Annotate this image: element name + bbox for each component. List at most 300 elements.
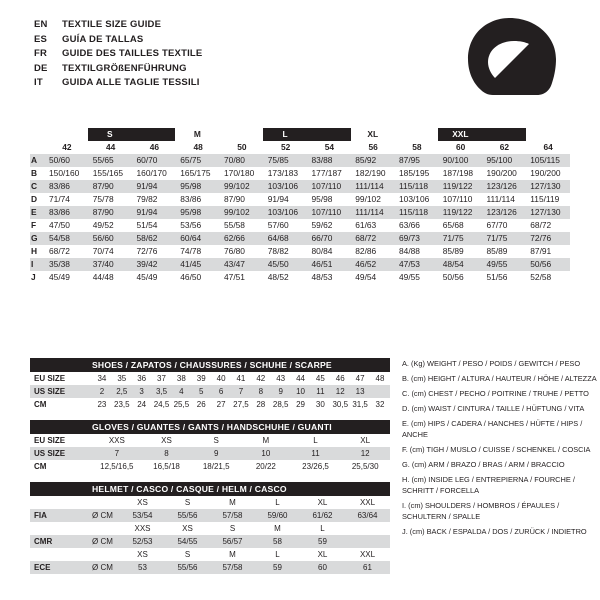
table-cell: 51/54	[136, 220, 158, 230]
table-cell: 49/55	[486, 259, 508, 269]
table-cell: 58	[273, 537, 282, 546]
table-cell: 61	[363, 563, 372, 572]
table-cell: 16,5/18	[153, 462, 180, 471]
table-row	[30, 496, 390, 509]
table-cell: 190/200	[486, 168, 517, 178]
row-label: A	[30, 154, 45, 167]
language-row	[34, 76, 202, 91]
numeric-cell: 42	[62, 142, 72, 152]
table-cell: 91/94	[267, 194, 289, 204]
row-label: CM	[34, 462, 47, 471]
table-cell: 103/106	[267, 207, 299, 217]
table-row	[30, 561, 390, 574]
language-code: FR	[34, 48, 48, 60]
row-label: US SIZE	[34, 449, 66, 458]
table-cell: L	[275, 550, 280, 559]
table-cell: 36	[137, 374, 147, 383]
table-cell: XXL	[359, 550, 376, 559]
table-cell: 79/82	[136, 194, 158, 204]
table-row	[30, 180, 570, 193]
section-spacer	[30, 473, 390, 482]
table-cell: 155/165	[92, 168, 124, 178]
legend-item: F. (cm) TIGH / MUSLO / CUISSE / SCHENKEL / COSCIA	[402, 444, 591, 454]
letter-cell: XXL	[438, 128, 482, 141]
table-cell: 9	[213, 449, 219, 458]
table-cell: 60/70	[136, 155, 158, 165]
table-cell: 55/58	[224, 220, 245, 230]
table-cell: 95/98	[311, 194, 333, 204]
table-cell: 47/51	[224, 272, 245, 282]
table-cell: 56/60	[92, 233, 114, 243]
row-values	[120, 524, 390, 533]
table-row	[30, 398, 390, 411]
table-row	[30, 232, 570, 245]
table-cell: 127/130	[530, 181, 561, 191]
row-label: G	[30, 232, 45, 245]
table-cell: 11	[311, 449, 320, 458]
table-cell: 23/26,5	[302, 462, 329, 471]
table-cell: XS	[137, 498, 148, 507]
table-cell: 4	[179, 387, 184, 396]
table-cell: 70/74	[92, 246, 114, 256]
table-cell: 84/88	[399, 246, 420, 256]
table-row	[30, 372, 390, 385]
table-cell: 47/53	[399, 259, 420, 269]
language-text: TEXTILE SIZE GUIDE	[62, 19, 162, 30]
row-label: EU SIZE	[34, 374, 66, 383]
language-code: ES	[34, 33, 48, 45]
table-row	[30, 447, 390, 460]
table-cell: 30	[315, 400, 325, 409]
table-cell: 50/56	[442, 272, 464, 282]
legend-item: H. (cm) INSIDE LEG / ENTREPIERNA / FOURCHE / SCHRITT / FORCELLA	[402, 474, 575, 496]
language-code: EN	[34, 19, 48, 30]
table-cell: 75/78	[92, 194, 114, 204]
letter-cell	[132, 128, 176, 141]
letter-cell	[219, 128, 263, 141]
row-unit: Ø CM	[92, 563, 113, 572]
section-title: SHOES / ZAPATOS / CHAUSSURES / SCHUHE / SCARPE	[30, 358, 390, 372]
table-cell: 83/86	[180, 194, 202, 204]
numeric-cell: 52	[280, 142, 291, 152]
row-label: D	[31, 194, 38, 204]
table-cell	[345, 524, 390, 533]
table-cell: 160/170	[136, 168, 167, 178]
table-cell: 27	[216, 400, 226, 409]
table-cell: 20/22	[255, 462, 276, 471]
table-cell: 38	[176, 374, 186, 383]
letter-cell	[395, 128, 439, 141]
table-cell	[345, 537, 390, 546]
row-unit: Ø CM	[92, 537, 113, 546]
table-row	[30, 271, 570, 284]
letter-cell: S	[88, 128, 132, 141]
table-cell: S	[213, 436, 219, 445]
table-cell: 87/90	[92, 207, 114, 217]
table-cell: 55/56	[177, 563, 198, 572]
row-label: FIA	[34, 511, 47, 520]
row-label: I	[30, 258, 45, 271]
table-cell: 85/89	[486, 246, 508, 256]
table-cell: 82/86	[355, 246, 377, 256]
table-cell: 83/88	[311, 155, 333, 165]
section-title: HELMET / CASCO / CASQUE / HELM / CASCO	[30, 482, 390, 496]
row-label: F	[31, 220, 37, 230]
table-cell: 68/72	[355, 233, 377, 243]
letter-cell	[482, 128, 526, 141]
table-row	[30, 167, 570, 180]
table-cell	[370, 387, 390, 396]
table-cell: XXS	[134, 524, 151, 533]
language-text: GUIDE DES TAILLES TEXTILE	[62, 48, 203, 60]
table-cell: 107/110	[442, 194, 473, 204]
row-label: US SIZE	[34, 387, 66, 396]
table-cell: M	[274, 524, 281, 533]
row-label: CMR	[34, 537, 53, 546]
legend-item: C. (cm) CHEST / PECHO / POITRINE / TRUHE / PETTO	[402, 388, 589, 398]
table-cell: 59/60	[267, 511, 288, 520]
table-cell: XS	[161, 436, 172, 445]
row-values	[92, 374, 390, 383]
table-cell: 42	[256, 374, 266, 383]
table-cell: 37	[157, 374, 166, 383]
table-cell: 78/82	[267, 246, 289, 256]
table-row	[30, 509, 390, 522]
numeric-cell: 62	[499, 142, 510, 152]
table-row	[30, 219, 570, 232]
table-cell: 28,5	[272, 400, 289, 409]
table-cell: 85/92	[355, 155, 377, 165]
table-cell: XL	[317, 498, 328, 507]
table-cell: 13	[355, 387, 365, 396]
row-label: J	[31, 272, 36, 282]
table-cell: 83/86	[49, 181, 70, 191]
table-cell: 7	[238, 387, 244, 396]
table-cell: 48/54	[442, 259, 464, 269]
language-text: TEXTILGRÖßENFÜHRUNG	[62, 62, 187, 74]
table-cell: 59/62	[311, 220, 333, 230]
table-cell: 41	[236, 374, 246, 383]
table-cell: 53/54	[132, 511, 153, 520]
table-cell: 72/76	[530, 233, 552, 243]
table-cell: 26	[196, 400, 206, 409]
table-cell: 39/42	[136, 259, 158, 269]
row-values	[92, 449, 390, 458]
table-cell: 5	[199, 387, 204, 396]
table-cell: 87/90	[224, 194, 245, 204]
table-cell: 51/56	[486, 272, 508, 282]
table-cell: 48/52	[267, 272, 289, 282]
table-cell: 66/70	[311, 233, 333, 243]
table-cell: 52/58	[530, 272, 552, 282]
table-cell: 185/195	[399, 168, 430, 178]
table-cell: 9	[278, 387, 283, 396]
table-cell: 25,5/30	[351, 462, 379, 471]
table-cell: XS	[137, 550, 148, 559]
numeric-cell: 56	[368, 142, 378, 152]
table-cell: 76/80	[224, 246, 245, 256]
table-cell: 28	[256, 400, 266, 409]
table-row	[30, 522, 390, 535]
table-row	[30, 245, 570, 258]
table-cell: 75/85	[267, 155, 289, 165]
language-code: IT	[34, 77, 43, 89]
row-values	[120, 550, 390, 559]
table-cell: 45/49	[136, 272, 158, 282]
table-cell: 170/180	[224, 168, 255, 178]
measurement-sections	[30, 358, 390, 574]
table-cell: 127/130	[530, 207, 561, 217]
table-cell: 58/62	[136, 233, 158, 243]
table-cell: 83/86	[49, 207, 70, 217]
language-list	[34, 18, 202, 91]
row-label: CM	[34, 400, 47, 409]
table-cell: 12	[360, 449, 370, 458]
table-cell: 53	[138, 563, 147, 572]
table-cell: 47/50	[49, 220, 70, 230]
table-cell: 23	[97, 400, 107, 409]
table-cell: 2,5	[116, 387, 128, 396]
table-cell: 46	[335, 374, 345, 383]
table-cell: 54/55	[177, 537, 198, 546]
legend-item: J. (cm) BACK / ESPALDA / DOS / ZURÜCK / INDIETRO	[402, 527, 587, 537]
size-table-numeric-header	[30, 141, 570, 154]
table-cell: 55/65	[92, 155, 114, 165]
table-cell: 23,5	[114, 400, 130, 409]
table-cell: 173/183	[267, 168, 299, 178]
table-cell: 3	[139, 387, 144, 396]
table-cell: 56/57	[222, 537, 243, 546]
row-values	[92, 387, 390, 396]
table-cell: 3,5	[155, 387, 168, 396]
table-cell: 10	[261, 449, 271, 458]
table-cell: M	[229, 498, 236, 507]
numeric-cell: 46	[149, 142, 160, 152]
letter-cell	[526, 128, 570, 141]
table-cell: 90/100	[442, 155, 469, 165]
legend-item: D. (cm) WAIST / CINTURA / TAILLE / HÜFTUNG / VITA	[402, 403, 585, 413]
table-cell: 50/60	[49, 155, 70, 165]
table-cell: 60	[318, 563, 327, 572]
table-cell: 115/119	[530, 194, 560, 204]
table-cell: 40	[216, 374, 226, 383]
table-cell: 32	[375, 400, 385, 409]
legend-item: B. (cm) HEIGHT / ALTURA / HAUTEUR / HÖHE / ALTEZZA	[402, 373, 597, 383]
table-cell: S	[184, 498, 191, 507]
table-cell: 57/58	[222, 511, 243, 520]
language-row	[34, 62, 202, 77]
table-cell: 18/21,5	[202, 462, 230, 471]
table-cell: M	[229, 550, 236, 559]
table-cell: 107/110	[311, 181, 342, 191]
table-cell: 43/47	[224, 259, 245, 269]
table-cell: 57/58	[222, 563, 243, 572]
row-values	[120, 498, 390, 507]
table-cell: 7	[114, 449, 120, 458]
table-cell: 49/55	[399, 272, 420, 282]
table-cell: 61/63	[355, 220, 377, 230]
table-cell: 61/62	[312, 511, 333, 520]
language-code: DE	[34, 62, 48, 74]
table-cell: 25,5	[173, 400, 190, 409]
table-cell: 115/118	[399, 181, 429, 191]
legend-item: A. (Kg) WEIGHT / PESO / POIDS / GEWITCH / PESO	[402, 359, 581, 368]
legend-item: I. (cm) SHOULDERS / HOMBROS / ÉPAULES / SCHULTERN / SPALLE	[402, 501, 560, 522]
table-cell: 34	[97, 374, 107, 383]
table-cell: 87/90	[92, 181, 114, 191]
table-cell: 111/114	[355, 207, 384, 217]
table-cell: 99/102	[355, 194, 381, 204]
numeric-cell: 48	[193, 142, 203, 152]
table-cell: 45	[315, 374, 325, 383]
table-cell: M	[262, 436, 270, 445]
table-cell: 91/94	[136, 207, 158, 217]
table-cell: 71/75	[442, 233, 464, 243]
table-cell: 46/51	[311, 259, 333, 269]
table-cell: 53/56	[180, 220, 202, 230]
table-cell: L	[313, 436, 318, 445]
table-cell: XXL	[359, 498, 376, 507]
table-cell: 45/50	[267, 259, 289, 269]
table-cell: 119/122	[442, 181, 473, 191]
table-cell: 55/56	[177, 511, 198, 520]
table-cell: 70/80	[224, 155, 245, 165]
table-cell: 31,5	[352, 400, 368, 409]
table-cell: 54/58	[49, 233, 70, 243]
table-cell: 177/187	[311, 168, 342, 178]
table-cell: 68/72	[530, 220, 552, 230]
letter-cell: XL	[367, 129, 379, 139]
language-row	[34, 33, 202, 48]
size-table-letter-header	[30, 128, 570, 141]
row-values	[92, 462, 390, 471]
table-cell: XXS	[108, 436, 125, 445]
table-cell: 2	[99, 387, 105, 396]
legend-item: E. (cm) HIPS / CADERA / HANCHES / HÜFTE / HIPS / ANCHE	[402, 418, 583, 440]
table-cell: 35/38	[49, 259, 70, 269]
numeric-cell: 64	[543, 142, 553, 152]
row-label: ECE	[34, 563, 51, 572]
table-cell: 44/48	[92, 272, 114, 282]
table-row	[30, 385, 390, 398]
numeric-cell: 58	[412, 142, 422, 152]
numeric-cell: 54	[324, 142, 335, 152]
table-cell: 37/40	[92, 259, 114, 269]
numeric-cell: 60	[455, 142, 466, 152]
table-cell: 80/84	[311, 246, 333, 256]
table-row	[30, 434, 390, 447]
table-cell: 62/66	[224, 233, 245, 243]
letter-cell: L	[263, 128, 307, 141]
row-label: H	[31, 246, 38, 256]
table-cell: 27,5	[233, 400, 249, 409]
table-cell: 103/106	[267, 181, 299, 191]
table-cell: 85/89	[442, 246, 464, 256]
table-cell: S	[229, 524, 236, 533]
table-cell: 71/74	[49, 194, 70, 204]
table-cell: 59	[318, 537, 327, 546]
row-values	[120, 511, 390, 520]
letter-cell	[307, 128, 351, 141]
table-cell: 115/118	[399, 207, 429, 217]
table-row	[30, 258, 570, 271]
table-cell: 182/190	[355, 168, 386, 178]
section-title: GLOVES / GUANTES / GANTS / HANDSCHUHE / GUANTI	[30, 420, 390, 434]
table-cell: 60/64	[180, 233, 202, 243]
table-cell: 35	[117, 374, 127, 383]
helmet-icon	[462, 16, 558, 102]
table-cell: 103/106	[399, 194, 430, 204]
table-cell: 105/115	[530, 155, 560, 165]
table-cell: 49/54	[355, 272, 377, 282]
table-cell: 68/72	[49, 246, 70, 256]
table-cell: 95/100	[486, 155, 513, 165]
language-row	[34, 47, 202, 62]
table-cell: 41/45	[180, 259, 202, 269]
table-cell: 64/68	[267, 233, 289, 243]
table-cell: 87/91	[530, 246, 552, 256]
table-cell: 63/64	[357, 511, 378, 520]
table-cell: 190/200	[530, 168, 561, 178]
letter-cell: M	[193, 129, 201, 139]
row-label: E	[30, 206, 45, 219]
table-cell: 123/126	[486, 207, 517, 217]
section-spacer	[30, 411, 390, 420]
table-cell: XL	[317, 550, 328, 559]
table-cell: 8	[164, 449, 169, 458]
table-cell: 59	[273, 563, 282, 572]
table-cell: 69/73	[399, 233, 420, 243]
table-cell: 46/52	[355, 259, 377, 269]
table-cell: 119/122	[442, 207, 473, 217]
table-cell: 99/102	[224, 181, 250, 191]
table-cell: 91/94	[136, 181, 158, 191]
row-values	[120, 563, 390, 572]
table-row	[30, 460, 390, 473]
table-cell: 30,5	[332, 400, 349, 409]
table-cell: 165/175	[180, 168, 211, 178]
table-cell: XL	[360, 436, 371, 445]
table-cell: 123/126	[486, 181, 517, 191]
table-cell: 49/52	[92, 220, 114, 230]
table-cell: 8	[258, 387, 264, 396]
table-cell: 111/114	[486, 194, 515, 204]
row-values	[92, 436, 390, 445]
table-cell: 47	[355, 374, 365, 383]
table-cell: 99/102	[224, 207, 250, 217]
numeric-cell: 50	[237, 142, 247, 152]
table-cell: 65/68	[442, 220, 464, 230]
table-cell: 87/95	[399, 155, 420, 165]
row-label: EU SIZE	[34, 436, 66, 445]
table-cell: 65/75	[180, 155, 202, 165]
table-cell: 50/56	[530, 259, 552, 269]
table-cell: L	[275, 498, 280, 507]
table-cell: 48	[375, 374, 385, 383]
table-cell: 44	[296, 374, 305, 383]
table-cell: 11	[316, 387, 325, 396]
table-cell: L	[320, 524, 325, 533]
table-row	[30, 193, 570, 206]
table-row	[30, 154, 570, 167]
table-cell: 74/78	[180, 246, 202, 256]
table-cell: 52/53	[132, 537, 153, 546]
table-cell: 111/114	[355, 181, 384, 191]
table-cell: 43	[276, 374, 286, 383]
header-spacer	[30, 128, 44, 141]
table-row	[30, 548, 390, 561]
table-cell: 24	[137, 400, 147, 409]
